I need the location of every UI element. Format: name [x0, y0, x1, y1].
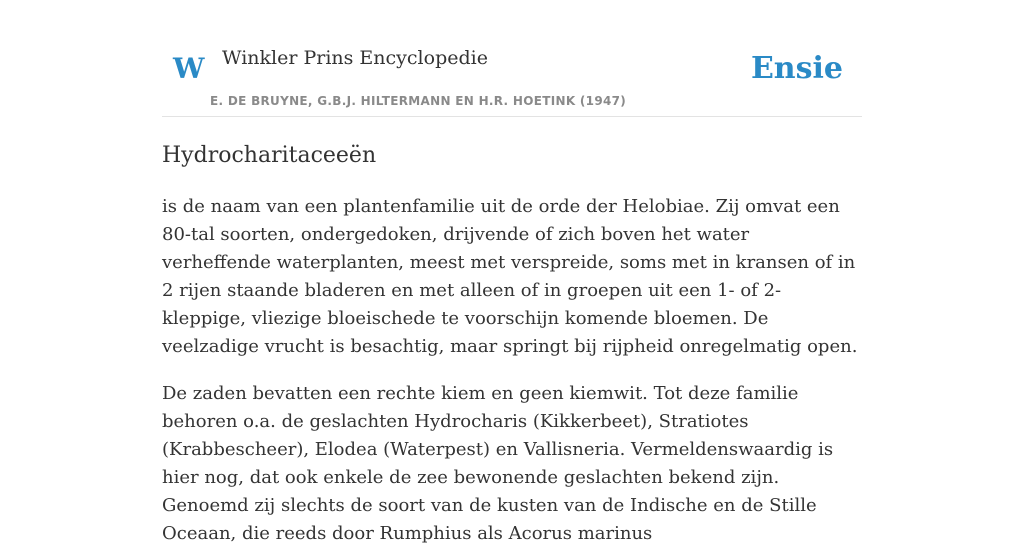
source-logo-icon[interactable]: W [173, 52, 205, 85]
entry-paragraph-1: is de naam van een plantenfamilie uit de orde der Helobiae. Zij omvat een 80-tal soorten, ondergedoken, drijvende of zich boven het water verheffende waterplanten, meest met verspreide, soms met in kransen of in 2 rijen staande bladeren en met alleen of in groepen uit een 1- of 2-kleppige, vliezige bloeischede te voorschijn komende bloemen. De veelzadige vrucht is besachtig, maar springt bij rijpheid onregelmatig open. [162, 196, 858, 357]
ensie-brand-logo[interactable]: Ensie [750, 51, 843, 86]
source-title-link[interactable]: Winkler Prins Encyclopedie [222, 47, 488, 69]
entry-body [162, 193, 862, 548]
source-authors: E. DE BRUYNE, G.B.J. HILTERMANN EN H.R. HOETINK (1947) [210, 94, 627, 108]
source-header [162, 0, 862, 117]
entry-paragraph-2: De zaden bevatten een rechte kiem en geen kiemwit. Tot deze familie behoren o.a. de geslachten Hydrocharis (Kikkerbeet), Stratiotes (Krabbescheer), Elodea (Waterpest) en Vallisneria. Vermeldenswaardig is hier nog, dat ook enkele de zee bewonende geslachten bekend zijn. Genoemd zij slechts de soort van de kusten van de Indische en de Stille Oceaan, die reeds door Rumphius als Acorus marinus [162, 383, 834, 544]
page [162, 0, 862, 548]
entry-title: Hydrocharitaceeën [162, 143, 377, 168]
